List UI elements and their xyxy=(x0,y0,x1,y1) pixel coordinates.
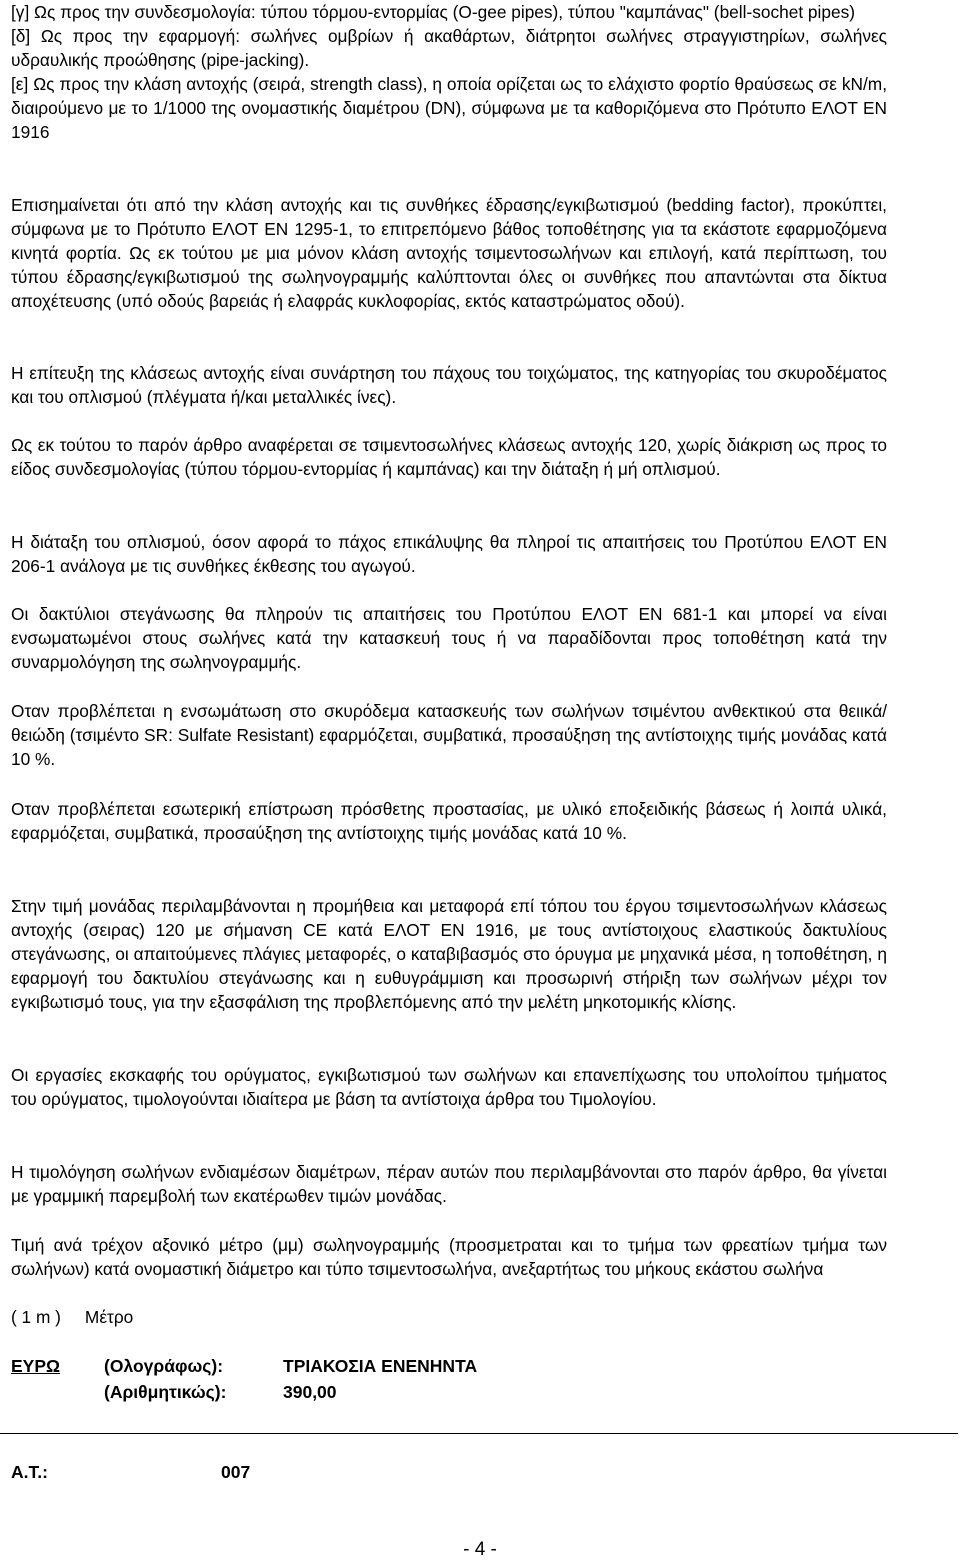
article-label: Α.Τ.: xyxy=(11,1462,48,1482)
paragraph-class-120: Ως εκ τούτου το παρόν άρθρο αναφέρεται σε τσιμεντοσωλήνες κλάσεως αντοχής 120, χωρίς διάκριση ως προς το είδος συνδεσμολογίας (τύπου τόρμου-εντορμίας ή καμπάνας) και την διάταξη ή μή οπλισμού. xyxy=(11,435,887,479)
paragraph-epoxy: Οταν προβλέπεται εσωτερική επίστρωση πρόσθετης προστασίας, με υλικό εποξειδικής βάσεως ή λοιπά υλικά, εφαρμόζεται, συμβατικά, προσαύξηση της αντίστοιχης τιμής μονάδας κατά 10 %. xyxy=(11,799,887,843)
paragraph-interpolation: Η τιμολόγηση σωλήνων ενδιαμέσων διαμέτρων, πέραν αυτών που περιλαμβάνονται στο παρόν άρθρο, θα γίνεται με γραμμική παρεμβολή των εκατέρωθεν τιμών μονάδας. xyxy=(11,1162,887,1206)
unit-line: ( 1 m ) Μέτρο xyxy=(11,1307,134,1327)
price-words-value: ΤΡΙΑΚΟΣΙΑ ΕΝΕΝΗΝΤΑ xyxy=(283,1356,478,1376)
paragraph-unit-price: Στην τιμή μονάδας περιλαμβάνονται η προμήθεια και μεταφορά επί τόπου του έργου τσιμεντοσωλήνων κλάσεως αντοχής (σειρας) 120 με σήμανση CE κατά ΕΛΟΤ ΕΝ 1916, με τους αντίστοιχους ελαστικούς δακτυλίους στεγάνωσης, οι απαιτούμενες πλάγιες μεταφορές, ο καταβιβασμός στο όρυγμα με μηχανικά μέσα, η τοποθέτηση, η εφαρμογή του δακτυλίου στεγάνωσης και η ευθυγράμμιση και προσωρινή στήριξη των σωλήνων μέχρι τον εγκιβωτισμό τους, για την εξασφάλιση της προβλεπόμενης από την μελέτη μηκοτομικής κλίσης. xyxy=(11,896,887,1012)
page-number: - 4 - xyxy=(463,1539,497,1560)
item-delta: [δ] Ως προς την εφαρμογή: σωλήνες ομβρίων ή ακαθάρτων, διάτρητοι σωλήνες στραγγιστηρίων, σωλήνες υδραυλικής προώθησης (pipe-jacking). xyxy=(11,26,887,70)
currency-label: ΕΥΡΩ xyxy=(11,1356,61,1376)
price-digits-value: 390,00 xyxy=(283,1382,337,1402)
paragraph-price-basis: Τιμή ανά τρέχον αξονικό μέτρο (μμ) σωληνογραμμής (προσμετραται και το τμήμα των φρεατίων τμήμα των σωλήνων) κατά ονομαστική διάμετρο και τύπο τσιμεντοσωλήνα, ανεξαρτήτως του μήκους εκάστου σωλήνα xyxy=(11,1235,887,1279)
paragraph-strength: Η επίτευξη της κλάσεως αντοχής είναι συνάρτηση του πάχους του τοιχώματος, της κατηγορίας του σκυροδέματος και του οπλισμού (πλέγματα ή/και μεταλλικές ίνες). xyxy=(11,363,887,407)
paragraph-sulfate: Οταν προβλέπεται η ενσωμάτωση στο σκυρόδεμα κατασκευής των σωλήνων τσιμέντου ανθεκτικού στα θειικά/θειώδη (τσιμέντο SR: Sulfate Resistant) εφαρμόζεται, συμβατικά, προσαύξηση της αντίστοιχης τιμής μονάδας κατά 10 %. xyxy=(11,701,887,769)
paragraph-excavation: Οι εργασίες εκσκαφής του ορύγματος, εγκιβωτισμού των σωλήνων και επανεπίχωσης του υπολοίπου τμήματος του ορύγματος, τιμολογούνται ιδιαίτερα με βάση τα αντίστοιχα άρθρα του Τιμολογίου. xyxy=(11,1065,887,1109)
item-gamma: [γ] Ως προς την συνδεσμολογία: τύπου τόρμου-εντορμίας (O-gee pipes), τύπου "καμπάνας" (bell-sochet pipes) xyxy=(11,2,856,22)
footer-divider xyxy=(0,1433,958,1434)
paragraph-gaskets: Οι δακτύλιοι στεγάνωσης θα πληρούν τις απαιτήσεις του Προτύπου ΕΛΟΤ ΕΝ 681-1 και μπορεί να είναι ενσωματωμένοι στους σωλήνες κατά την κατασκευή τους ή να παραδίδονται προς τοποθέτηση κατά την συναρμολόγηση της σωληνογραμμής. xyxy=(11,604,887,672)
price-words-label: (Ολογράφως): xyxy=(104,1356,224,1376)
item-epsilon: [ε] Ως προς την κλάση αντοχής (σειρά, strength class), η οποία ορίζεται ως το ελάχιστο φορτίο θραύσεως σε kN/m, διαιρούμενο με το 1/1000 της ονομαστικής διαμέτρου (DN), σύμφωνα με τα καθοριζόμενα στο Πρότυπο ΕΛΟΤ ΕΝ 1916 xyxy=(11,74,887,142)
paragraph-reinforcement: Η διάταξη του οπλισμού, όσον αφορά το πάχος επικάλυψης θα πληροί τις απαιτήσεις του Προτύπου ΕΛΟΤ ΕΝ 206-1 ανάλογα με τις συνθήκες έκθεσης του αγωγού. xyxy=(11,532,887,576)
classification-list xyxy=(11,0,887,144)
price-digits-label: (Αριθμητικώς): xyxy=(104,1382,227,1402)
paragraph-bedding: Επισημαίνεται ότι από την κλάση αντοχής και τις συνθήκες έδρασης/εγκιβωτισμού (bedding factor), προκύπτει, σύμφωνα με το Πρότυπο ΕΛΟΤ ΕΝ 1295-1, το επιτρεπόμενο βάθος τοποθέτησης για τα εκάστοτε εφαρμοζόμενα κινητά φορτία. Ως εκ τούτου με μια μόνον κλάση αντοχής τσιμεντοσωλήνων και επιλογή, κατά περίπτωση, του τύπου έδρασης/εγκιβωτισμού της σωληνογραμμής καλύπτονται όλες οι συνθήκες που απαντώνται στα δίκτυα αποχέτευσης (υπό οδούς βαρειάς ή ελαφράς κυκλοφορίας, εκτός καταστρώματος οδού). xyxy=(11,195,887,311)
article-number: 007 xyxy=(221,1462,251,1482)
